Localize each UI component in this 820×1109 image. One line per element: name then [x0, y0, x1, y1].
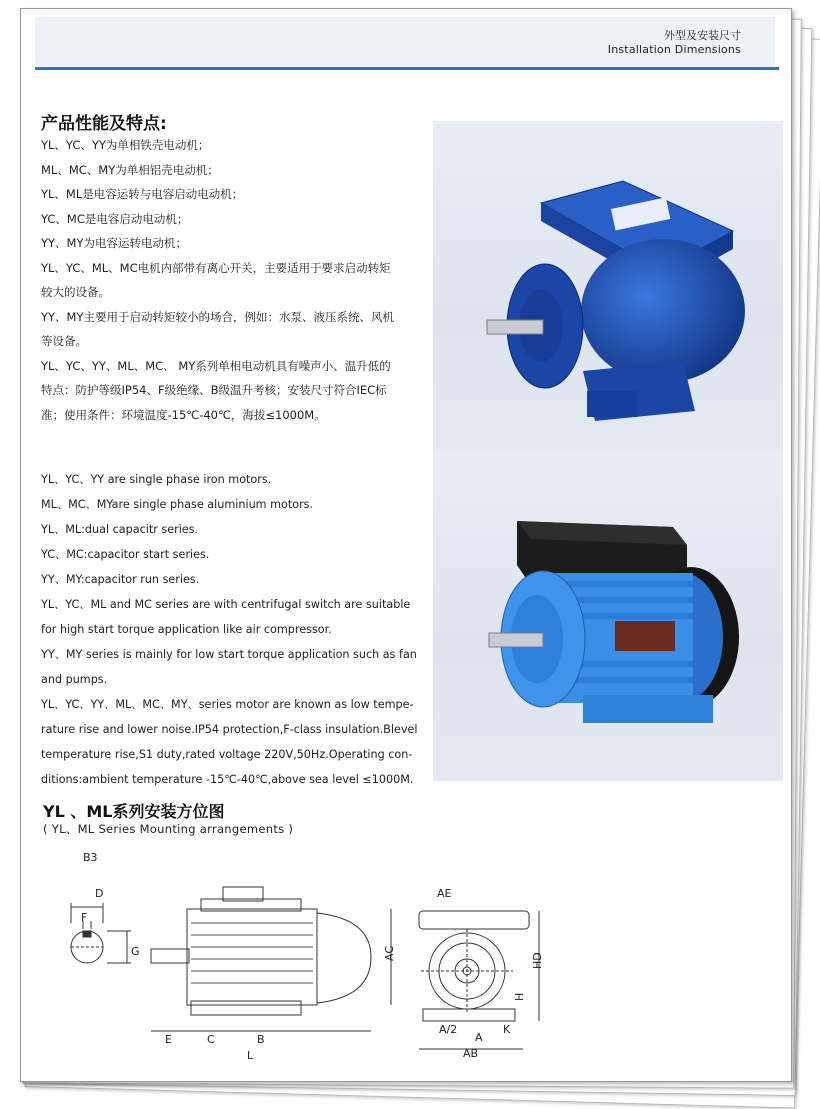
features-cn-line: YL、YC、ML、MC电机内部带有离心开关，主要适用于要求启动转矩 [41, 260, 391, 275]
features-en-line: and pumps. [41, 673, 108, 686]
header-title-en: Installation Dimensions [607, 43, 741, 56]
dim-label-G: G [131, 945, 140, 958]
side-view-drawing [151, 887, 391, 1031]
mounting-type-label: B3 [83, 851, 98, 864]
dim-label-K: K [503, 1023, 511, 1036]
dim-label-L: L [247, 1049, 254, 1059]
features-cn-line: YL、YC、YY、ML、MC、 MY系列单相电动机具有噪声小、温升低的 [41, 358, 391, 373]
motor-photo-aluminium [433, 449, 783, 781]
dim-label-AB: AB [463, 1047, 479, 1059]
features-en-line: YL、YC、YY、ML、MC、MY、series motor are known as low tempe- [41, 698, 414, 711]
header-divider [35, 67, 779, 70]
features-en-line: rature rise and lower noise.IP54 protection,F-class insulation.Blevel [41, 723, 418, 736]
dim-label-AC: AC [383, 945, 396, 961]
catalog-page [20, 8, 792, 1082]
features-en-line: YC、MC:capacitor start series. [41, 548, 210, 561]
dim-label-AE: AE [437, 887, 452, 900]
features-cn-line: YY、MY主要用于启动转矩较小的场合，例如：水泵、液压系统、风机 [41, 309, 394, 324]
features-cn-line: 特点：防护等级IP54、F级绝缘、B级温升考核；安装尺寸符合IEC标 [41, 383, 387, 397]
features-en-line: YY、MY series is mainly for low start torque application such as fan [41, 648, 417, 661]
features-en-line: YL、YC、ML and MC series are with centrifugal switch are suitable [41, 598, 411, 611]
dim-label-C: C [207, 1033, 215, 1046]
features-en-text [41, 467, 441, 792]
features-cn-line: 较大的设备。 [41, 285, 110, 299]
front-view-drawing [419, 911, 539, 1049]
mounting-subtitle: ( YL、ML Series Mounting arrangements ) [43, 822, 294, 836]
motor-photo-iron [433, 121, 783, 449]
shaft-section-drawing [71, 903, 131, 963]
features-cn-line: YL、YC、YY为单相铁壳电动机； [41, 138, 210, 152]
dim-label-A: A [475, 1031, 483, 1044]
dim-label-H: H [513, 992, 526, 1001]
dim-label-F: F [81, 911, 88, 924]
features-cn-line: YL、ML是电容运转与电容启动电动机； [41, 187, 244, 201]
features-cn-text [41, 133, 441, 427]
features-en-line: YY、MY:capacitor run series. [41, 573, 200, 586]
dim-label-D: D [95, 887, 104, 900]
features-cn-line: 等设备。 [41, 334, 87, 348]
dim-label-A2: A/2 [439, 1023, 458, 1036]
features-cn-line: 准；使用条件：环境温度-15℃-40℃，海拔≤1000M。 [41, 407, 326, 422]
dim-label-E: E [165, 1033, 172, 1046]
features-title: 产品性能及特点: [41, 114, 167, 134]
features-en-line: for high start torque application like air compressor. [41, 623, 332, 636]
features-cn-line: YC、MC是电容启动电动机； [41, 211, 189, 226]
features-cn-line: ML、MC、MY为单相铝壳电动机； [41, 162, 219, 177]
header-title-cn: 外型及安装尺寸 [664, 29, 741, 42]
features-en-line: ditions:ambient temperature -15℃-40℃,above sea level ≤1000M. [41, 773, 414, 786]
features-en-line: temperature rise,S1 duty,rated voltage 220V,50Hz.Operating con- [41, 748, 413, 761]
features-en-line: YL、YC、YY are single phase iron motors. [41, 473, 272, 486]
features-cn-line: YY、MY为电容运转电动机； [41, 236, 187, 250]
mounting-title: YL 、ML系列安装方位图 [43, 802, 225, 821]
features-en-line: YL、ML:dual capacitr series. [41, 523, 199, 536]
dim-label-HD: HD [531, 952, 544, 969]
dimension-drawings [41, 859, 561, 1059]
dim-label-B: B [257, 1033, 265, 1046]
features-en-line: ML、MC、MYare single phase aluminium motors. [41, 498, 314, 511]
